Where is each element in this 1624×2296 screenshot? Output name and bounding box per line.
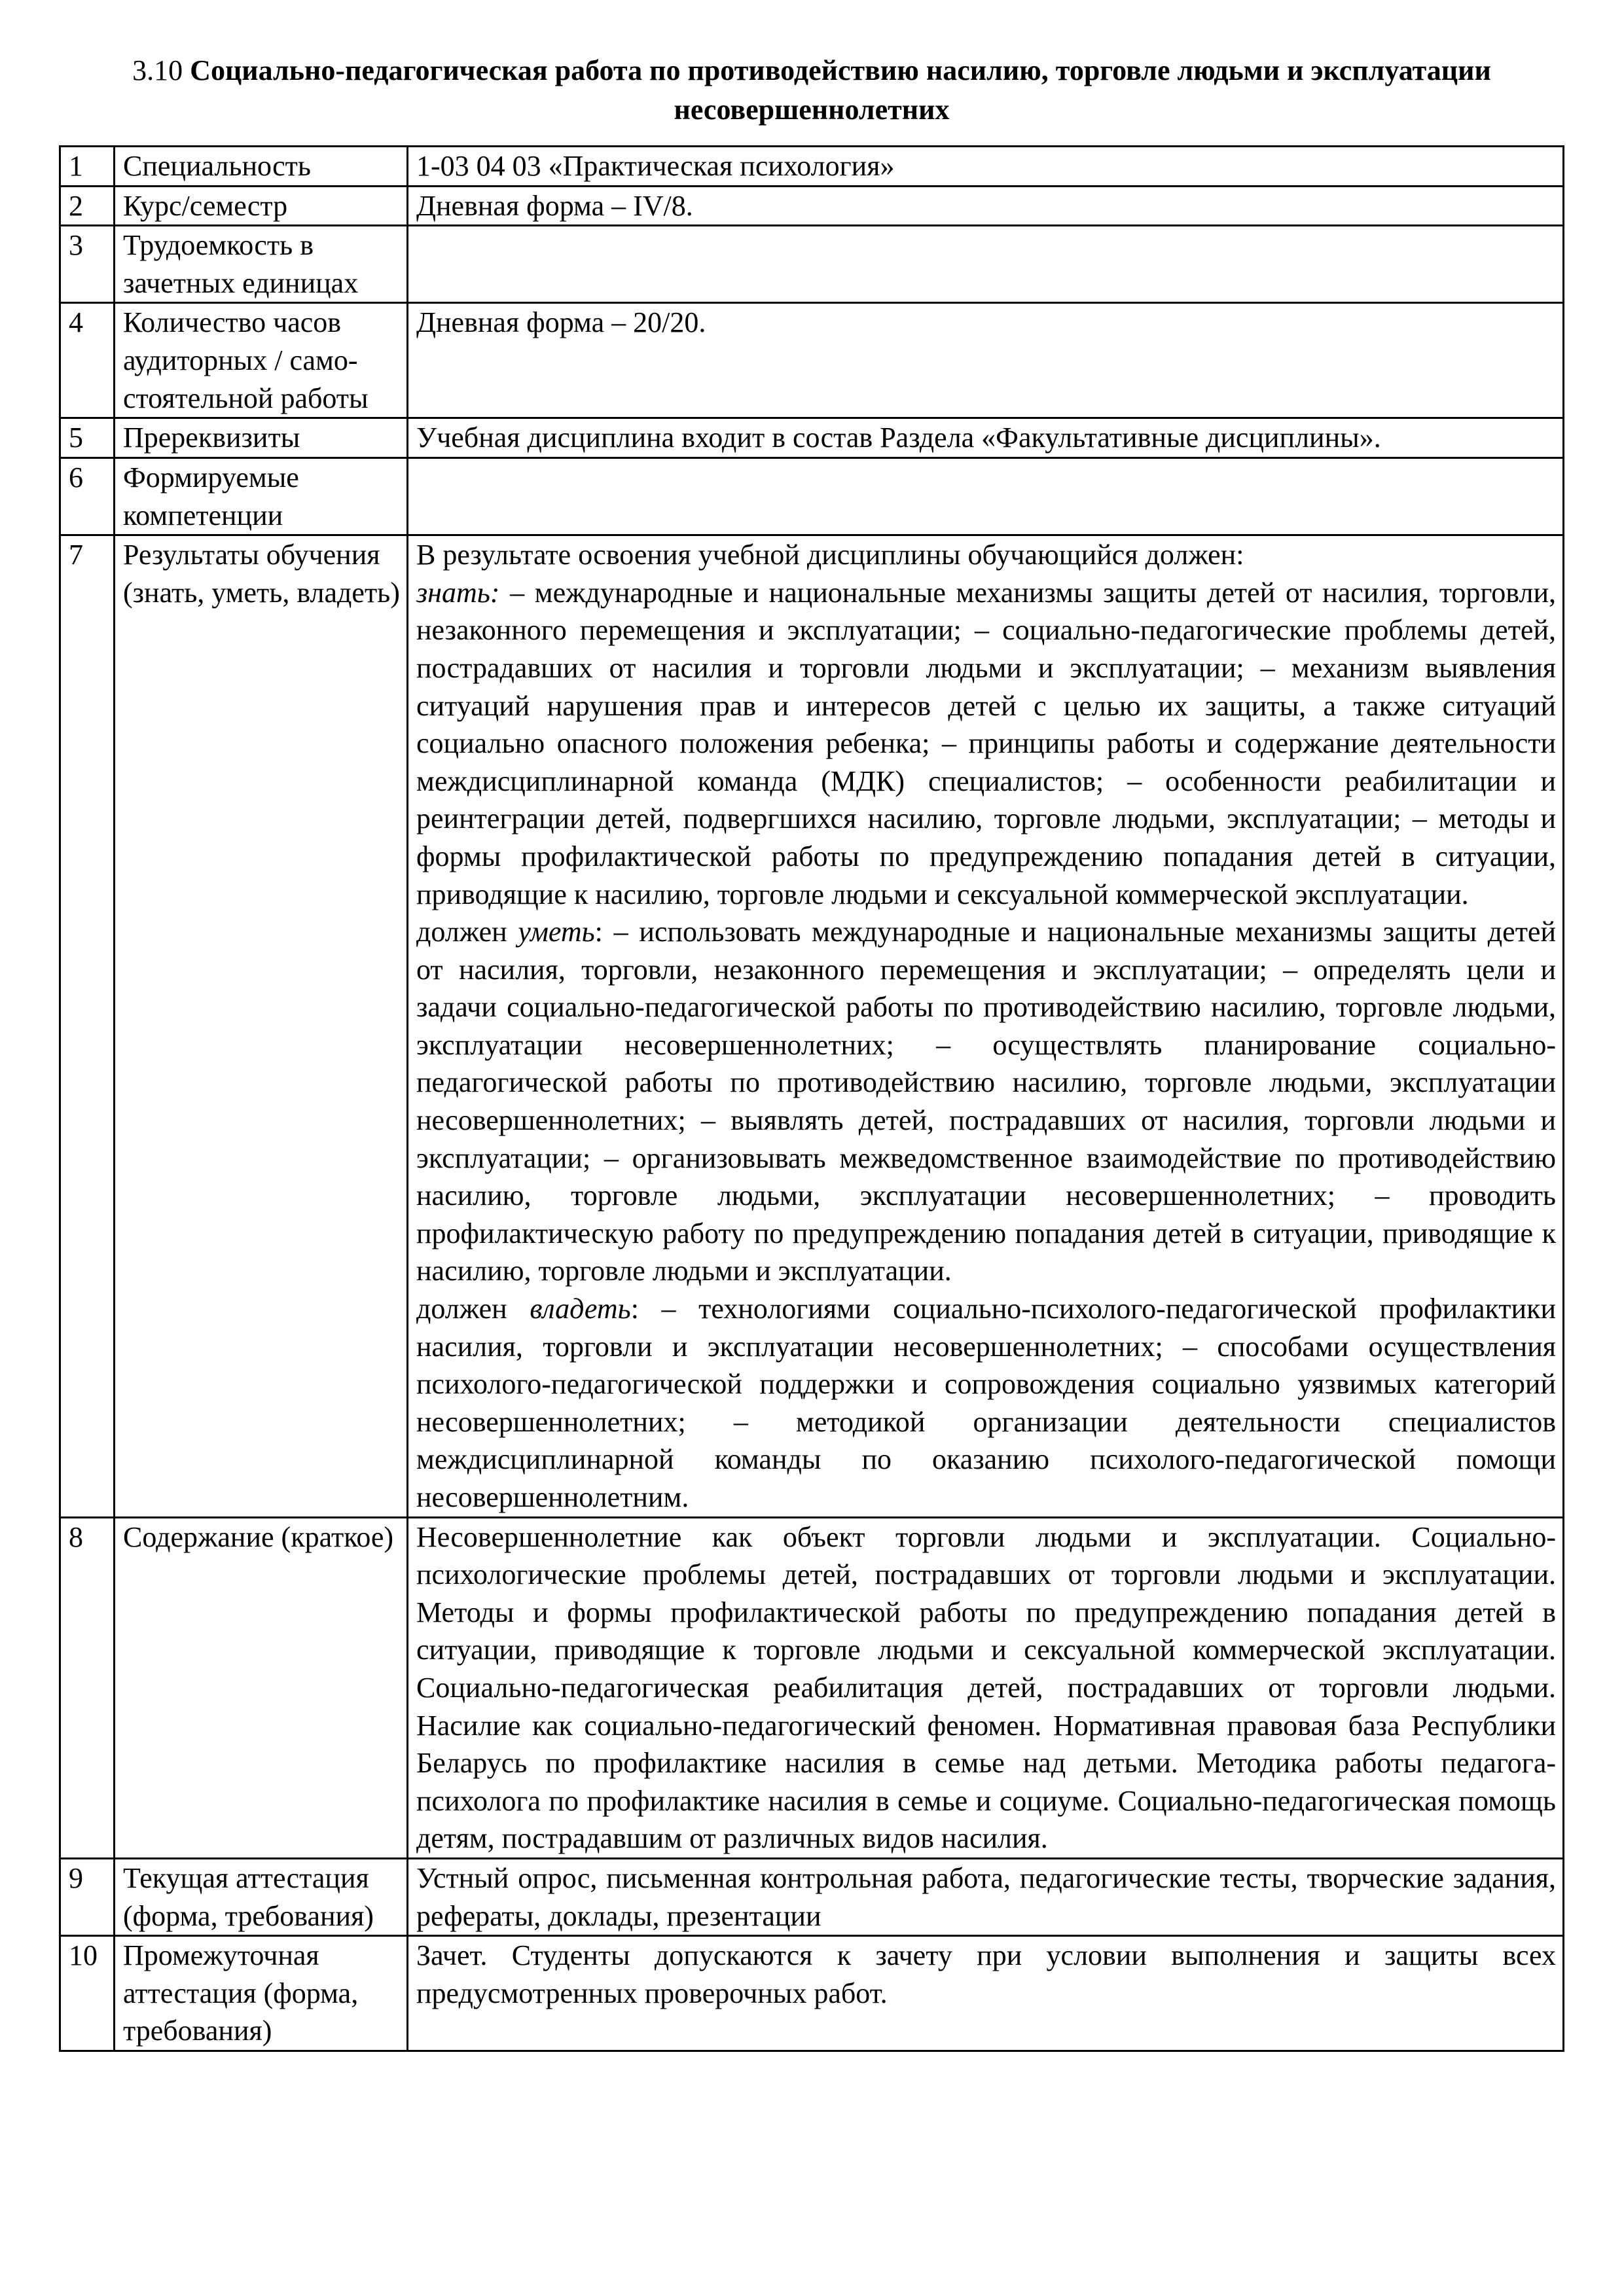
table-row — [60, 457, 1564, 535]
section-heading — [59, 51, 1564, 130]
can-keyword: уметь — [518, 916, 595, 948]
discipline-card-table — [59, 145, 1564, 2052]
row-label: Формируемые компетенции — [115, 457, 408, 535]
row-label: Специальность — [115, 147, 408, 187]
row-label: Трудоемкость в зачетных единицах — [115, 226, 408, 303]
row-value: Зачет. Студенты допускаются к зачету при условии выполнения и защиты всех предусмотренных проверочных работ. — [408, 1936, 1564, 2051]
table-row — [60, 535, 1564, 1517]
row-number: 10 — [60, 1936, 115, 2051]
row-value: Дневная форма – IV/8. — [408, 186, 1564, 226]
table-row — [60, 1517, 1564, 1858]
row-number: 8 — [60, 1517, 115, 1858]
outcomes-know — [416, 574, 1556, 913]
table-row — [60, 303, 1564, 418]
can-text: : – использовать международные и национальные механизмы защиты детей от насилия, торговли, незаконного перемещения и эксплуатации; – определять цели и задачи социально-педагогической работы по противодействию насилию, торговле людьми, эксплуатации несовершеннолетних; – осуществлять планирование социально-педагогической работы по противодействию насилию, торговле людьми, эксплуатации несовершеннолетних; – выявлять детей, пострадавших от насилия, торговли людьми и эксплуатации; – организовывать межведомственное взаимодействие по противодействию насилию, торговле людьми, эксплуатации несовершеннолетних; – проводить профилактическую работу по предупреждению попадания детей в ситуации, приводящие к насилию, торговле людьми и эксплуатации. — [416, 916, 1556, 1287]
row-number: 3 — [60, 226, 115, 303]
row-number: 1 — [60, 147, 115, 187]
table-row — [60, 418, 1564, 458]
row-label: Промежуточная аттестация (форма, требования) — [115, 1936, 408, 2051]
row-number: 9 — [60, 1858, 115, 1935]
section-number: 3.10 — [132, 54, 183, 86]
row-number: 2 — [60, 186, 115, 226]
know-text: – международные и национальные механизмы защиты детей от насилия, торговли, незаконного перемещения и эксплуатации; – социально-педагогические проблемы детей, пострадавших от насилия и торговли людьми и эксплуатации; – механизм выявления ситуаций нарушения прав и интересов детей с целью их защиты, а также ситуаций социально опасного положения ребенка; – принципы работы и содержание деятельности междисциплинарной команда (МДК) специалистов; – особенности реабилитации и реинтеграции детей, подвергшихся насилию, торговле людьми, эксплуатации; – методы и формы профилактической работы по предупреждению попадания детей в ситуации, приводящие к насилию, торговле людьми и сексуальной коммерческой эксплуатации. — [416, 576, 1556, 910]
row-number: 7 — [60, 535, 115, 1517]
row-value: Несовершеннолетние как объект торговли людьми и эксплуатации. Социально-психологические проблемы детей, пострадавших от торговли людьми и эксплуатации. Методы и формы профилактической работы по предупреждению попадания детей в ситуации, приводящие к торговле людьми и сексуальной коммерческой эксплуатации. Социально-педагогическая реабилитация детей, пострадавших от торговли людьми. Насилие как социально-педагогический феномен. Нормативная правовая база Республики Беларусь по профилактике насилия в семье над детьми. Методика работы педагога-психолога по профилактике насилия в семье и социуме. Социально-педагогическая помощь детям, пострадавшим от различных видов насилия. — [408, 1517, 1564, 1858]
own-text: : – технологиями социально-психолого-педагогической профилактики насилия, торговли и эксплуатации несовершеннолетних; – способами осуществления психолого-педагогической поддержки и сопровождения социально уязвимых категорий несовершеннолетних; – методикой организации деятельности специалистов междисциплинарной команды по оказанию психолого-педагогической помощи несовершеннолетним. — [416, 1293, 1556, 1513]
row-value — [408, 226, 1564, 303]
table-row — [60, 1936, 1564, 2051]
row-value — [408, 457, 1564, 535]
outcomes-can — [416, 913, 1556, 1290]
can-prefix: должен — [416, 916, 518, 948]
table-row — [60, 226, 1564, 303]
section-title: Социально-педагогическая работа по противодействию насилию, торговле людьми и эксплуатации несовершеннолетних — [190, 54, 1491, 126]
row-value: 1-03 04 03 «Практическая психология» — [408, 147, 1564, 187]
know-keyword: знать: — [416, 576, 500, 609]
learning-outcomes — [408, 535, 1564, 1517]
table-row — [60, 1858, 1564, 1935]
row-number: 4 — [60, 303, 115, 418]
table-row — [60, 147, 1564, 187]
row-value: Дневная форма – 20/20. — [408, 303, 1564, 418]
row-number: 6 — [60, 457, 115, 535]
own-prefix: должен — [416, 1293, 530, 1325]
row-label: Количество часов аудиторных / само-стоятельной работы — [115, 303, 408, 418]
row-label: Текущая аттестация (форма, требования) — [115, 1858, 408, 1935]
own-keyword: владеть — [530, 1293, 631, 1325]
row-label: Курс/семестр — [115, 186, 408, 226]
outcomes-intro: В результате освоения учебной дисциплины обучающийся должен: — [416, 539, 1244, 571]
row-label: Пререквизиты — [115, 418, 408, 458]
row-label: Результаты обучения (знать, уметь, владеть) — [115, 535, 408, 1517]
row-label: Содержание (краткое) — [115, 1517, 408, 1858]
table-row — [60, 186, 1564, 226]
outcomes-own — [416, 1290, 1556, 1516]
row-value: Устный опрос, письменная контрольная работа, педагогические тесты, творческие задания, рефераты, доклады, презентации — [408, 1858, 1564, 1935]
row-value: Учебная дисциплина входит в состав Раздела «Факультативные дисциплины». — [408, 418, 1564, 458]
row-number: 5 — [60, 418, 115, 458]
